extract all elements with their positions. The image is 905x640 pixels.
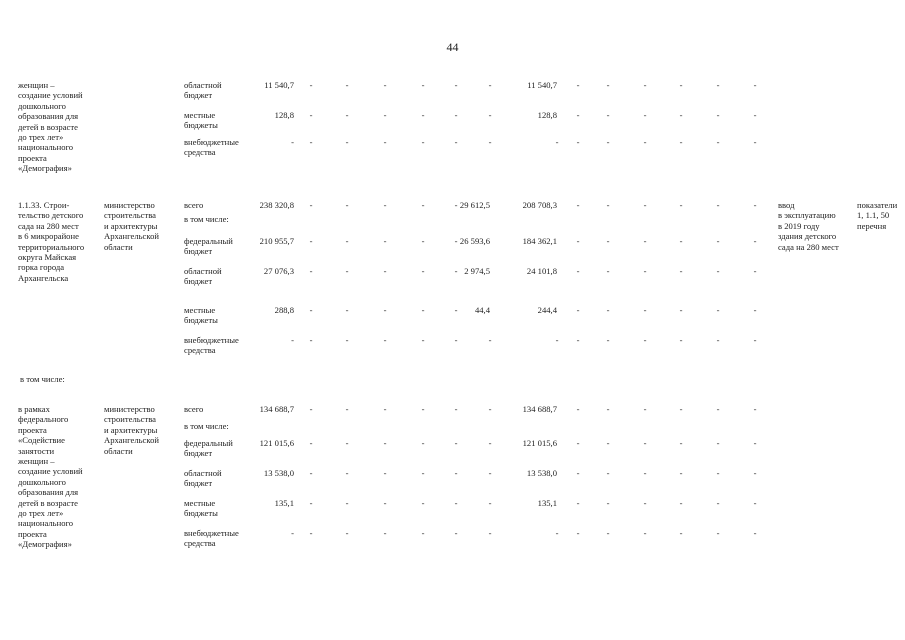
block2-row-value: - xyxy=(454,236,458,246)
block3-row-value: - xyxy=(716,438,720,448)
block2-row-value: - xyxy=(716,236,720,246)
block3-row-value: - xyxy=(383,498,387,508)
block1-row-value: - xyxy=(421,110,425,120)
block3-row-source: внебюджетные средства xyxy=(184,528,239,549)
block2-row-value: - xyxy=(753,200,757,210)
block1-row-total: 128,8 xyxy=(274,110,294,120)
block2-row-value: - xyxy=(309,200,313,210)
block2-row-value: - xyxy=(421,236,425,246)
block2-row-value: 208 708,3 xyxy=(522,200,557,210)
block2-row-value: 44,4 xyxy=(474,305,490,315)
block3-row-value: - xyxy=(345,404,349,414)
block3-row-total: - xyxy=(291,528,294,538)
block2-row-value: - xyxy=(576,266,580,276)
block2-row-value: - xyxy=(576,305,580,315)
block3-row-source: местные бюджеты xyxy=(184,498,218,519)
block1-row-value: - xyxy=(421,137,425,147)
block3-row-value: - xyxy=(383,528,387,538)
block2-row-value: - xyxy=(383,236,387,246)
block3-row-value: - xyxy=(454,498,458,508)
block2-row-value: - xyxy=(679,335,683,345)
block2-row-value: - xyxy=(421,266,425,276)
block1-row-value: - xyxy=(345,110,349,120)
block2-row-value: 24 101,8 xyxy=(526,266,557,276)
block3-row-value: - xyxy=(576,468,580,478)
block1-row-value: - xyxy=(383,137,387,147)
block2-row-value: - xyxy=(345,305,349,315)
block2-row-value: - xyxy=(576,236,580,246)
block3-row-value: - xyxy=(753,528,757,538)
block3-row-value: - xyxy=(454,404,458,414)
block3-row-value: - xyxy=(383,404,387,414)
block2-row-value: - xyxy=(345,335,349,345)
block2-row-value: 29 612,5 xyxy=(459,200,490,210)
block3-row-value: - xyxy=(454,468,458,478)
block2-name: 1.1.33. Строи- тельство детского сада на 280 мест в 6 микрорайоне территориального округа Майская горка города Архангельска xyxy=(18,200,85,283)
block3-row-value: - xyxy=(606,438,610,448)
block1-row-value: - xyxy=(606,80,610,90)
block2-row-value: - xyxy=(345,266,349,276)
block2-row-total: 288,8 xyxy=(274,305,294,315)
block2-row-source: федеральный бюджет xyxy=(184,236,233,257)
block1-row-value: - xyxy=(454,137,458,147)
block3-row-source: всего xyxy=(184,404,204,414)
block2-row-value: - xyxy=(345,236,349,246)
block2-row-value: - xyxy=(606,236,610,246)
block2-row-value: - xyxy=(421,335,425,345)
block3-row-total: 134 688,7 xyxy=(259,404,294,414)
block1-row-source: внебюджетные средства xyxy=(184,137,239,158)
block2-row-value: - xyxy=(309,305,313,315)
block1-row-value: - xyxy=(488,80,492,90)
block3-name: в рамках федерального проекта «Содействие занятости женщин – создание условий дошкольного образования для детей в возрасте до трех лет» национального проекта «Демография» xyxy=(18,404,83,550)
block3-row-value: - xyxy=(309,498,313,508)
block2-row-value: - xyxy=(643,236,647,246)
block2-row-value: 2 974,5 xyxy=(464,266,490,276)
block2-row-source: внебюджетные средства xyxy=(184,335,239,356)
block3-row-value: - xyxy=(753,404,757,414)
block1-row-value: - xyxy=(753,80,757,90)
block3-row-value: - xyxy=(643,404,647,414)
block1-row-value: - xyxy=(345,80,349,90)
block2-row-value: - xyxy=(716,200,720,210)
block1-row-total: 11 540,7 xyxy=(264,80,294,90)
block1-row-value: 11 540,7 xyxy=(527,80,557,90)
block2-indicator: показатели 1, 1.1, 50 перечня xyxy=(857,200,898,231)
block2-row-value: - xyxy=(345,200,349,210)
block3-row-value: - xyxy=(679,438,683,448)
block2-row-value: - xyxy=(753,266,757,276)
block3-row-value: - xyxy=(454,528,458,538)
block1-row-value: 128,8 xyxy=(537,110,557,120)
block2-row-value: - xyxy=(576,200,580,210)
block3-row-value: - xyxy=(716,468,720,478)
block2-row-value: - xyxy=(421,305,425,315)
block2-row-value: - xyxy=(606,200,610,210)
block3-row-value: - xyxy=(488,404,492,414)
block1-row-value: - xyxy=(555,137,559,147)
block1-row-value: - xyxy=(606,110,610,120)
block3-sub-label: в том числе: xyxy=(184,421,229,431)
block3-row-value: - xyxy=(309,404,313,414)
block3-row-value: - xyxy=(309,438,313,448)
block2-row-total: 27 076,3 xyxy=(263,266,294,276)
block3-row-value: 121 015,6 xyxy=(522,438,557,448)
block3-row-value: - xyxy=(716,404,720,414)
block3-row-value: - xyxy=(421,404,425,414)
in-that-number-label: в том числе: xyxy=(20,374,65,384)
block2-row-value: - xyxy=(643,335,647,345)
block1-row-value: - xyxy=(309,137,313,147)
block2-row-value: - xyxy=(555,335,559,345)
block1-row-value: - xyxy=(454,80,458,90)
block2-result: ввод в эксплуатацию в 2019 году здания детского сада на 280 мест xyxy=(778,200,839,252)
block3-row-value: - xyxy=(421,438,425,448)
block2-row-value: - xyxy=(383,305,387,315)
block3-row-value: - xyxy=(383,438,387,448)
block3-row-value: - xyxy=(576,498,580,508)
block3-row-value: - xyxy=(606,404,610,414)
block1-row-value: - xyxy=(716,80,720,90)
block3-row-value: - xyxy=(421,498,425,508)
block3-executor: министерство строительства и архитектуры Архангельской области xyxy=(104,404,159,456)
block2-row-value: - xyxy=(309,236,313,246)
block1-row-value: - xyxy=(753,110,757,120)
block2-row-total: 238 320,8 xyxy=(259,200,294,210)
block1-row-value: - xyxy=(679,110,683,120)
block3-row-total: 121 015,6 xyxy=(259,438,294,448)
block1-row-value: - xyxy=(488,137,492,147)
block1-row-value: - xyxy=(679,137,683,147)
block3-row-value: - xyxy=(488,498,492,508)
block3-row-value: - xyxy=(345,468,349,478)
block3-row-value: - xyxy=(679,528,683,538)
block1-row-value: - xyxy=(309,110,313,120)
block2-executor: министерство строительства и архитектуры Архангельской области xyxy=(104,200,159,252)
block1-row-total: - xyxy=(291,137,294,147)
block2-row-total: 210 955,7 xyxy=(259,236,294,246)
block3-row-value: - xyxy=(576,404,580,414)
block3-row-value: - xyxy=(679,498,683,508)
block3-row-value: - xyxy=(576,438,580,448)
block2-row-value: - xyxy=(576,335,580,345)
block1-row-source: областной бюджет xyxy=(184,80,222,101)
block1-row-value: - xyxy=(753,137,757,147)
block1-row-value: - xyxy=(383,110,387,120)
block2-row-value: - xyxy=(643,266,647,276)
block2-row-value: - xyxy=(606,335,610,345)
block1-row-value: - xyxy=(716,137,720,147)
block3-row-value: - xyxy=(643,498,647,508)
block2-row-value: - xyxy=(421,200,425,210)
page-number: 44 xyxy=(446,40,459,54)
block3-row-value: - xyxy=(753,498,757,508)
block3-row-value: - xyxy=(643,528,647,538)
block2-row-value: - xyxy=(679,266,683,276)
block1-row-value: - xyxy=(606,137,610,147)
block3-row-source: федеральный бюджет xyxy=(184,438,233,459)
block3-row-value: - xyxy=(488,438,492,448)
block2-row-value: - xyxy=(643,200,647,210)
block3-row-value: - xyxy=(345,528,349,538)
block2-row-value: - xyxy=(383,266,387,276)
block1-row-value: - xyxy=(576,137,580,147)
block2-row-value: - xyxy=(753,305,757,315)
block2-row-source: областной бюджет xyxy=(184,266,222,287)
block2-row-value: 184 362,1 xyxy=(522,236,557,246)
block3-row-total: 135,1 xyxy=(274,498,294,508)
block3-row-value: - xyxy=(576,528,580,538)
block2-row-value: - xyxy=(716,305,720,315)
block2-row-value: 26 593,6 xyxy=(459,236,490,246)
block1-row-value: - xyxy=(643,137,647,147)
block3-row-value: - xyxy=(606,498,610,508)
block3-row-value: - xyxy=(753,438,757,448)
block3-row-value: - xyxy=(643,438,647,448)
block3-row-value: - xyxy=(679,468,683,478)
block3-row-value: - xyxy=(309,528,313,538)
block2-sub-label: в том числе: xyxy=(184,214,229,224)
block1-row-value: - xyxy=(576,110,580,120)
block1-row-value: - xyxy=(454,110,458,120)
block1-row-value: - xyxy=(488,110,492,120)
block1-name: женщин – создание условий дошкольного образования для детей в возрасте до трех лет» национального проекта «Демография» xyxy=(18,80,83,174)
block3-row-value: - xyxy=(488,468,492,478)
block3-row-value: 135,1 xyxy=(537,498,557,508)
block2-row-value: - xyxy=(679,305,683,315)
block2-row-source: местные бюджеты xyxy=(184,305,218,326)
block2-row-value: - xyxy=(454,266,458,276)
block3-row-value: - xyxy=(345,438,349,448)
block2-row-value: - xyxy=(753,335,757,345)
block3-row-value: - xyxy=(309,468,313,478)
block2-row-value: - xyxy=(606,266,610,276)
block3-row-value: - xyxy=(679,404,683,414)
block1-row-value: - xyxy=(643,80,647,90)
block3-row-value: - xyxy=(383,468,387,478)
block1-row-value: - xyxy=(421,80,425,90)
block2-row-value: - xyxy=(309,266,313,276)
block2-row-value: - xyxy=(753,236,757,246)
block2-row-value: - xyxy=(643,305,647,315)
block3-row-value: - xyxy=(421,468,425,478)
block3-row-value: 13 538,0 xyxy=(526,468,557,478)
block3-row-total: 13 538,0 xyxy=(263,468,294,478)
block1-row-value: - xyxy=(716,110,720,120)
block3-row-value: - xyxy=(488,528,492,538)
block2-row-value: - xyxy=(606,305,610,315)
block2-row-value: - xyxy=(383,200,387,210)
block3-row-value: - xyxy=(606,528,610,538)
block2-row-value: - xyxy=(454,305,458,315)
block2-row-value: - xyxy=(383,335,387,345)
block3-row-value: - xyxy=(345,498,349,508)
block2-row-value: - xyxy=(454,200,458,210)
block3-row-value: - xyxy=(555,528,559,538)
block2-row-value: - xyxy=(454,335,458,345)
block3-row-value: - xyxy=(606,468,610,478)
block2-row-source: всего xyxy=(184,200,204,210)
block2-row-value: - xyxy=(309,335,313,345)
block3-row-value: - xyxy=(643,468,647,478)
block2-row-value: - xyxy=(716,335,720,345)
block3-row-value: - xyxy=(753,468,757,478)
block2-row-value: - xyxy=(716,266,720,276)
block3-row-value: - xyxy=(421,528,425,538)
block2-row-value: 244,4 xyxy=(537,305,557,315)
block1-row-value: - xyxy=(643,110,647,120)
block2-row-value: - xyxy=(679,200,683,210)
block1-row-value: - xyxy=(679,80,683,90)
block1-row-value: - xyxy=(576,80,580,90)
block2-row-value: - xyxy=(679,236,683,246)
block3-row-value: - xyxy=(454,438,458,448)
block3-row-value: - xyxy=(716,528,720,538)
block3-row-value: 134 688,7 xyxy=(522,404,557,414)
block1-row-value: - xyxy=(309,80,313,90)
block1-row-source: местные бюджеты xyxy=(184,110,218,131)
block3-row-value: - xyxy=(716,498,720,508)
block2-row-value: - xyxy=(488,335,492,345)
block1-row-value: - xyxy=(383,80,387,90)
block2-row-total: - xyxy=(291,335,294,345)
block1-row-value: - xyxy=(345,137,349,147)
block3-row-source: областной бюджет xyxy=(184,468,222,489)
